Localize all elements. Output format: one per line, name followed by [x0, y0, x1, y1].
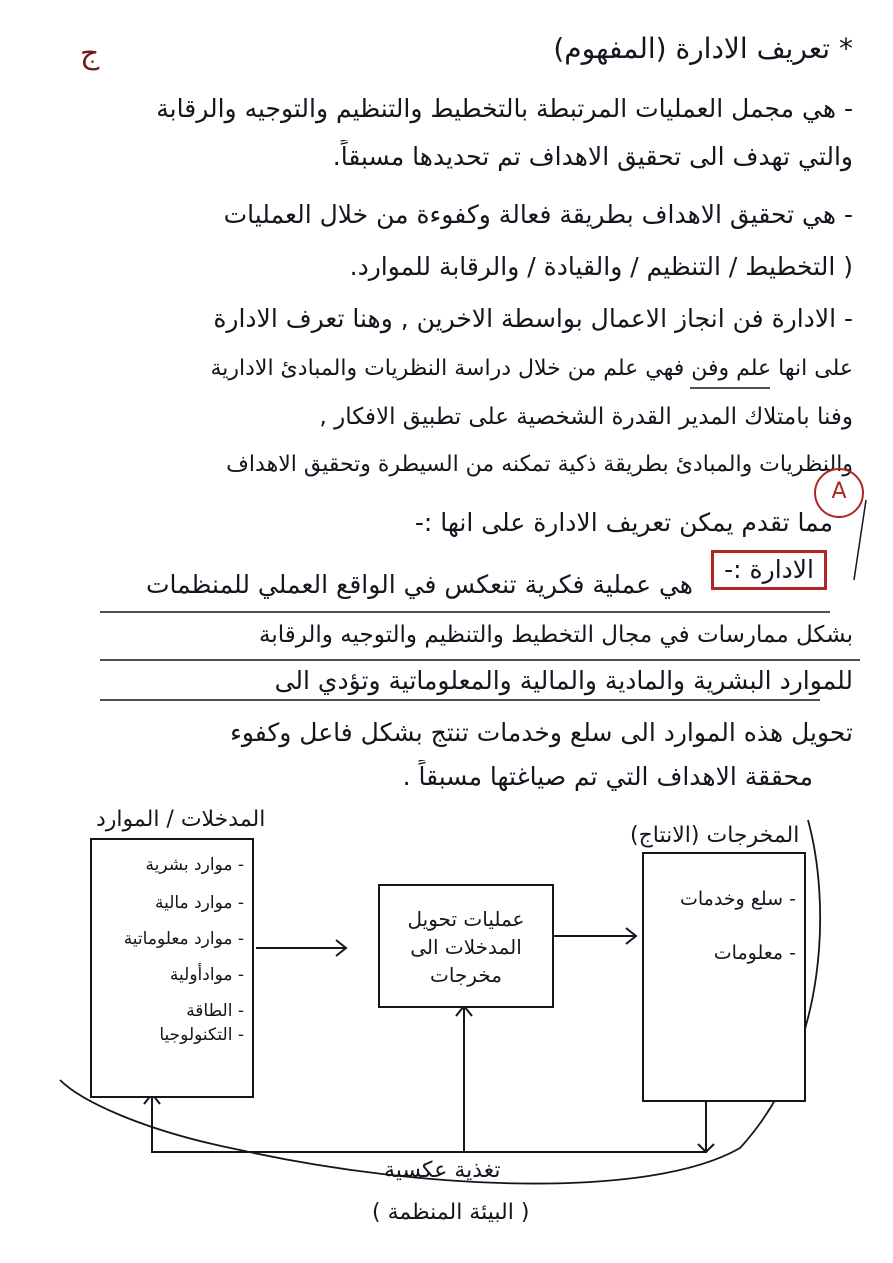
inputs-box — [90, 838, 254, 1098]
output-item-2: - معلومات — [713, 942, 796, 964]
input-item-1: - موارد بشرية — [145, 855, 244, 875]
process-line-2: المدخلات الى — [410, 935, 522, 959]
title-text: تعريف الادارة (المفهوم) — [553, 32, 831, 65]
input-item-2: - موارد مالية — [154, 893, 244, 913]
input-item-4: - موادأولية — [169, 965, 244, 985]
feedback-loop-line — [152, 1094, 706, 1152]
input-item-6: - التكنولوجيا — [159, 1025, 244, 1045]
definition-label: الادارة :- — [711, 550, 827, 590]
process-box — [378, 884, 554, 1008]
body-line-3: - هي تحقيق الاهداف بطريقة فعالة وكفوءة من خلال العمليات — [223, 200, 853, 229]
environment-label: ( البيئة المنظمة ) — [372, 1200, 530, 1225]
process-line-3: مخرجات — [430, 963, 502, 987]
circle-mark: A — [814, 468, 864, 518]
definition-line-1: هي عملية فكرية تنعكس في الواقع العملي للمنظمات — [145, 570, 693, 599]
body-line-4: ( التخطيط / التنظيم / والقيادة / والرقابة للموارد. — [349, 252, 853, 281]
input-item-5: - الطاقة — [186, 1001, 244, 1021]
definition-line-2: بشكل ممارسات في مجال التخطيط والتنظيم والتوجيه والرقابة — [258, 622, 853, 648]
body-line-5: - الادارة فن انجاز الاعمال بواسطة الاخرين , وهنا تعرف الادارة — [213, 304, 853, 333]
outputs-box — [642, 852, 806, 1102]
feedback-label: تغذية عكسية — [384, 1158, 501, 1183]
body-line-7: وفنا بامتلاك المدير القدرة الشخصية على تطبيق الافكار , — [319, 404, 853, 430]
body-line-9: مما تقدم يمكن تعريف الادارة على انها :- — [414, 508, 833, 537]
body-line-1: - هي مجمل العمليات المرتبطة بالتخطيط والتنظيم والتوجيه والرقابة — [156, 94, 853, 123]
process-line-1: عمليات تحويل — [407, 907, 525, 931]
body-line-6: على انها علم وفن فهي علم من خلال دراسة النظريات والمبادئ الادارية — [210, 356, 853, 381]
page-title — [40, 32, 853, 66]
definition-line-3: للموارد البشرية والمادية والمالية والمعلوماتية وتؤدي الى — [274, 666, 853, 695]
title-star: * — [839, 32, 853, 65]
output-item-1: - سلع وخدمات — [679, 888, 796, 910]
corner-mark: ج — [80, 36, 100, 71]
outputs-title: المخرجات (الانتاج) — [630, 823, 800, 848]
definition-line-5: محققة الاهداف التي تم صياغتها مسبقاً . — [402, 762, 813, 791]
definition-line-4: تحويل هذه الموارد الى سلع وخدمات تنتج بشكل فاعل وكفوء — [230, 718, 853, 747]
margin-stroke — [854, 500, 866, 580]
body-line-8: والنظريات والمبادئ بطريقة ذكية تمكنه من السيطرة وتحقيق الاهداف — [226, 452, 853, 477]
body-line-2: والتي تهدف الى تحقيق الاهداف تم تحديدها مسبقاً. — [332, 142, 853, 171]
inputs-title: المدخلات / الموارد — [96, 807, 266, 832]
input-item-3: - موارد معلوماتية — [123, 929, 244, 949]
